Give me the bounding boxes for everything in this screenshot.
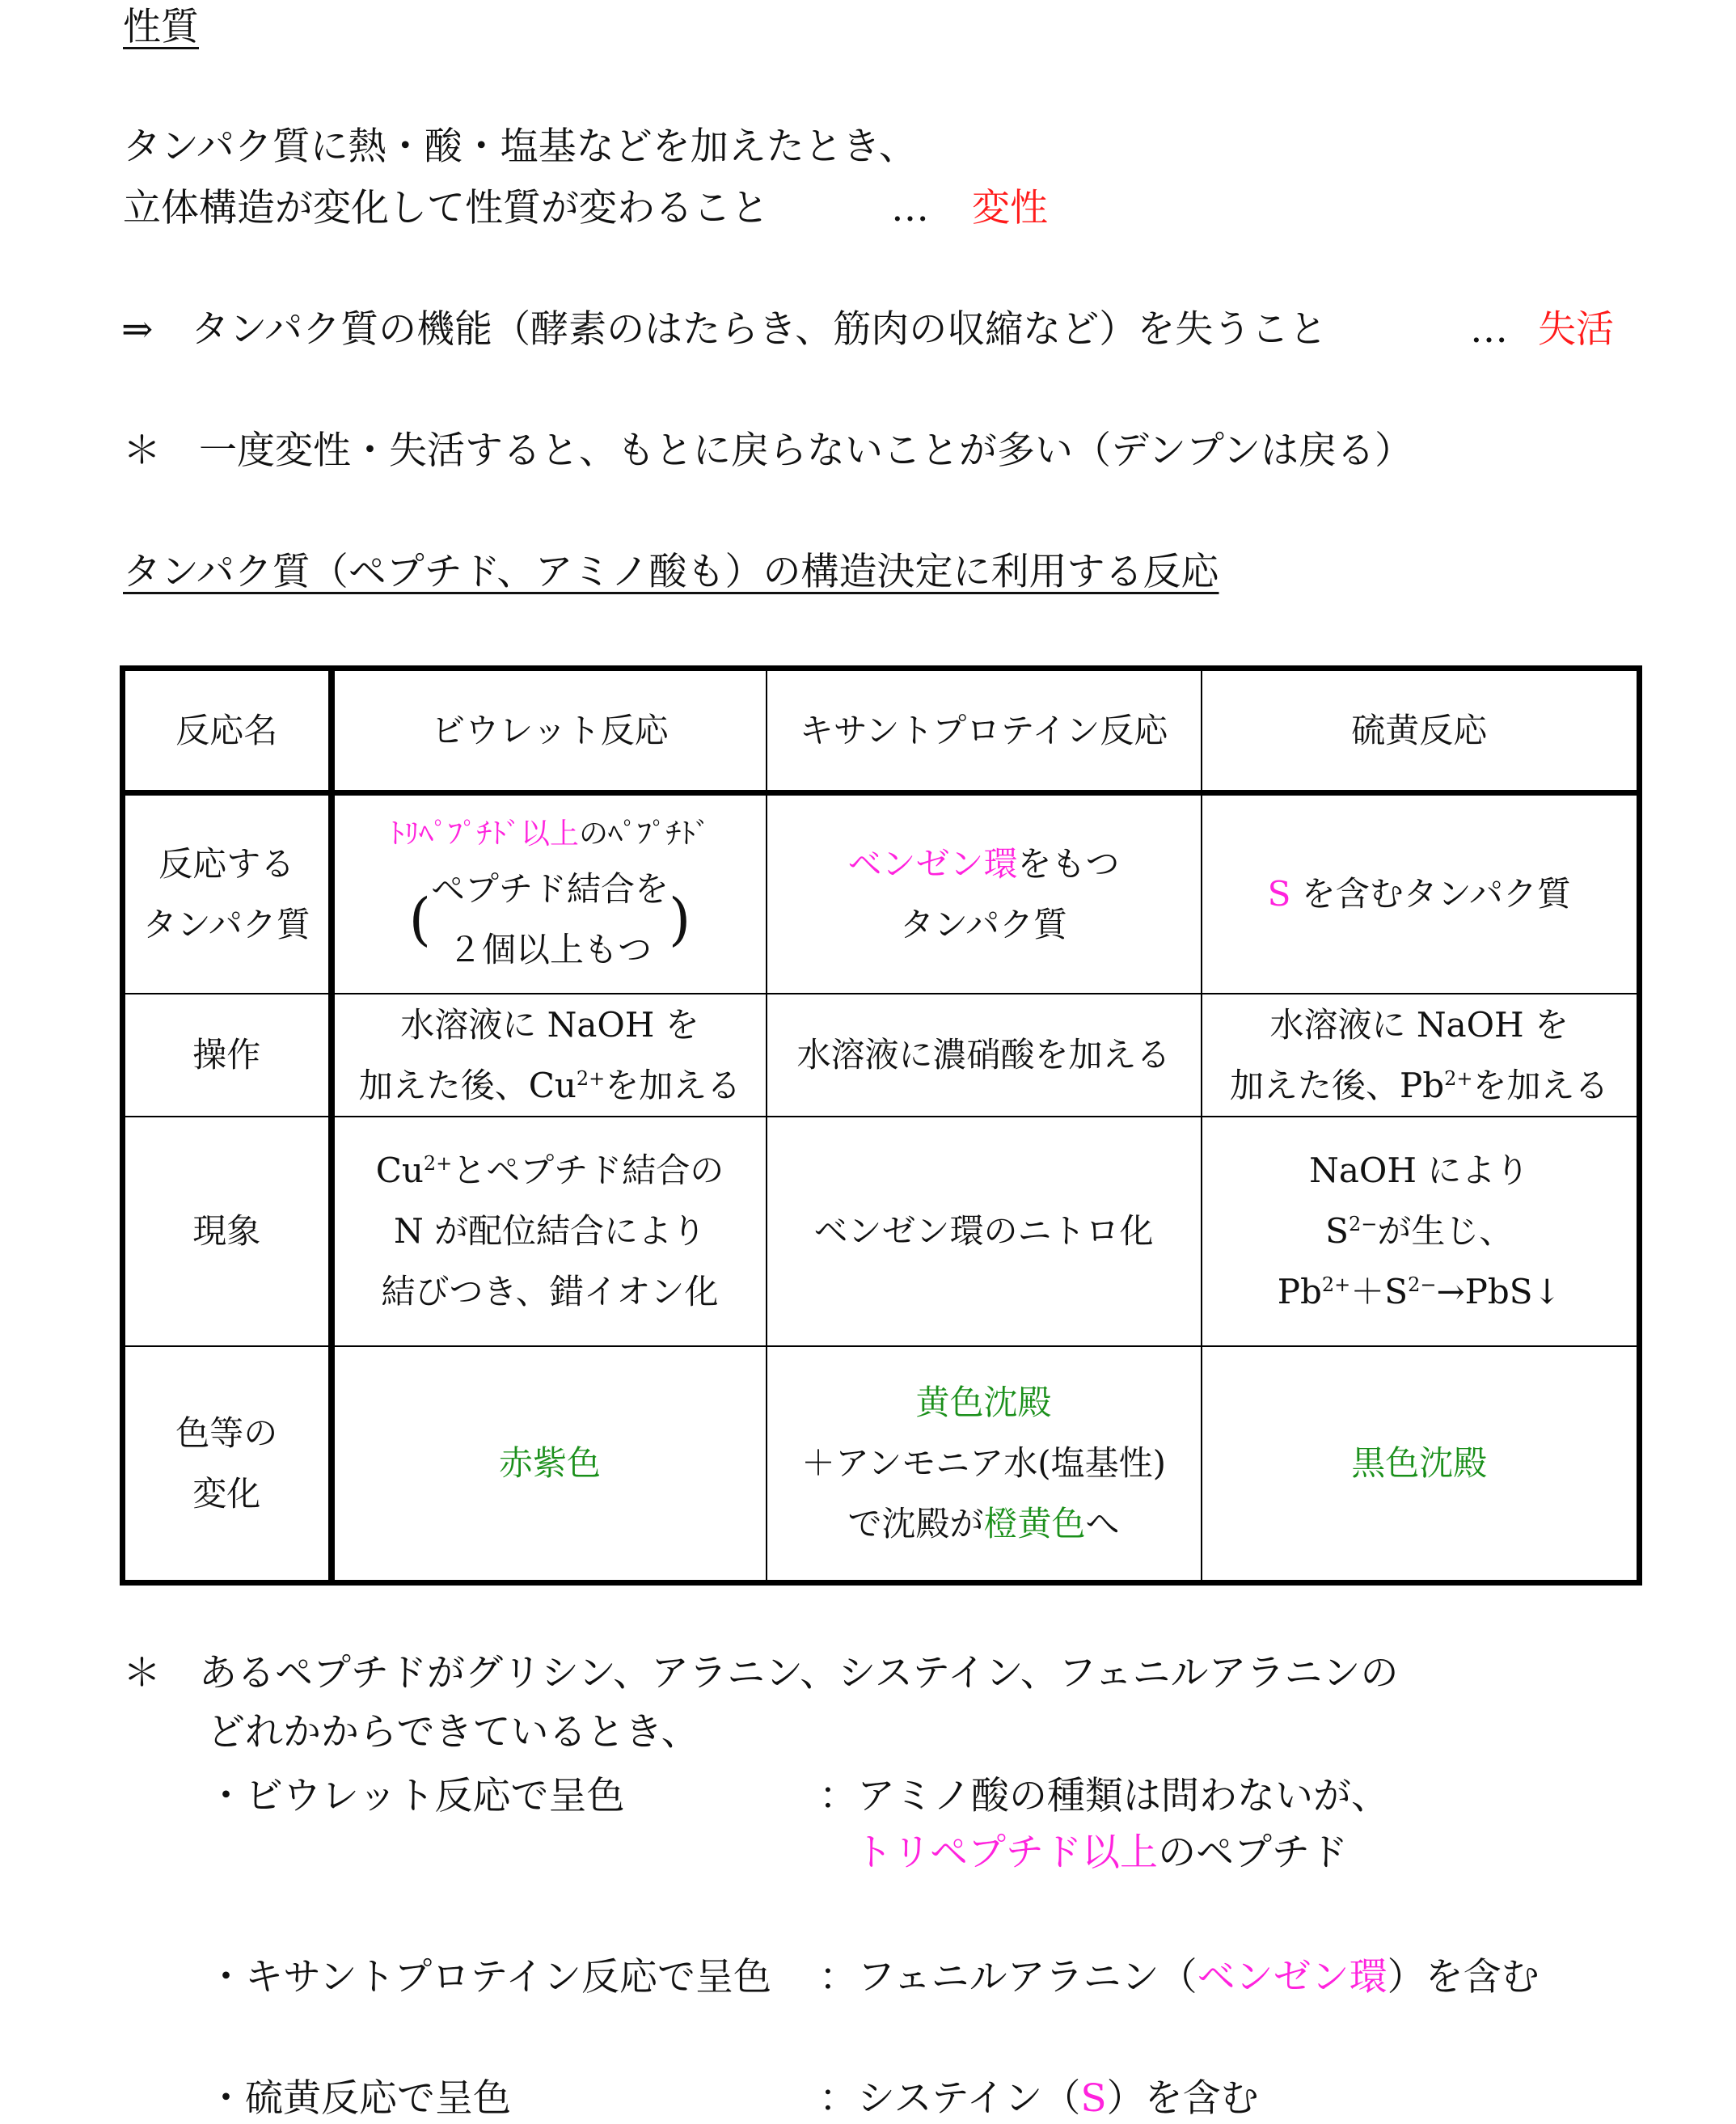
left-bracket-icon: (: [408, 886, 431, 953]
header-xanthoprotein: キサントプロテイン反応: [767, 669, 1202, 793]
text: Pb: [1277, 1272, 1322, 1311]
label-operation: 操作: [123, 994, 332, 1117]
text: をもつ: [1017, 843, 1120, 884]
color-line: ＋アンモニア水(塩基性): [800, 1443, 1167, 1484]
biuret-summary-desc2: [855, 1829, 1348, 1877]
bracket-line: ２個以上もつ: [447, 930, 652, 970]
xantho-summary-desc: [819, 1953, 1540, 2002]
sulfur-symbol: S: [1267, 874, 1291, 914]
label-line: 色等の: [175, 1412, 278, 1453]
denature-text-line1: タンパク質に熱・酸・塩基などを加えたとき、: [123, 125, 917, 169]
superscript: 2+: [423, 1152, 453, 1175]
superscript: 2+: [1444, 1066, 1473, 1090]
ph-line: NaOH により: [1309, 1151, 1530, 1190]
right-bracket-icon: ): [669, 886, 691, 953]
text: を含むタンパク質: [1290, 874, 1571, 914]
sulfur-summary-desc: [819, 2075, 1259, 2123]
cell-biuret-color: 赤紫色: [332, 1346, 767, 1583]
orange-yellow-text: 橙黄色: [983, 1504, 1086, 1544]
text: ＋S: [1350, 1272, 1409, 1311]
ph-line: [340, 1140, 761, 1201]
label-line: 反応する: [158, 843, 295, 884]
text: ：システイン（: [819, 2076, 1081, 2121]
term-inactivation: 失活: [1538, 307, 1614, 352]
summary-intro-line1: ＊ あるペプチドがグリシン、アラニン、システイン、フェニルアラニンの: [123, 1651, 1399, 1695]
cell-sulfur-protein: [1202, 793, 1640, 994]
section-title-properties: 性質: [123, 5, 199, 49]
header-biuret: ビウレット反応: [332, 669, 767, 793]
ellipsis: …: [1470, 307, 1508, 352]
cell-biuret-protein: [332, 793, 767, 994]
text: Cu: [375, 1151, 424, 1190]
text: →PbS↓: [1436, 1272, 1561, 1311]
op-line: 水溶液に NaOH を: [1269, 1004, 1569, 1045]
section-title-reactions: タンパク質（ペプチド、アミノ酸も）の構造決定に利用する反応: [123, 550, 1219, 594]
biuret-summary-label: ・ビウレット反応で呈色: [207, 1774, 625, 1818]
superscript: 2−: [1348, 1213, 1378, 1235]
note-irreversible: ＊ 一度変性・失活すると、もとに戻らないことが多い（デンプンは戻る）: [123, 429, 1413, 473]
color-line: [772, 1493, 1196, 1554]
op-line: [1207, 1055, 1633, 1116]
text: で沈殿が: [847, 1504, 984, 1544]
ph-line: [1207, 1201, 1633, 1261]
cell-xantho-color: [767, 1346, 1202, 1583]
text: S: [1325, 1211, 1349, 1251]
ph-line: N が配位結合により: [393, 1211, 707, 1251]
label-reacting-protein: [123, 793, 332, 994]
inactivation-text: ⇒ タンパク質の機能（酵素のはたらき、筋肉の収縮など）を失うこと: [121, 307, 1328, 352]
ph-line: 結びつき、錯イオン化: [381, 1272, 719, 1311]
op-line: [340, 1055, 761, 1116]
text: のペプチド: [1158, 1831, 1349, 1875]
superscript: 2+: [576, 1066, 606, 1090]
table-row: [123, 994, 1640, 1117]
cell-biuret-phenomenon: [332, 1117, 767, 1346]
tripeptide-text: ﾄﾘﾍﾟﾌﾟﾁﾄﾞ以上: [389, 817, 579, 851]
label-color-change: [123, 1346, 332, 1583]
cell-xantho-protein: [767, 793, 1202, 994]
text: へ: [1085, 1504, 1120, 1544]
peptide-text: のﾍﾟﾌﾟﾁﾄﾞ: [579, 817, 711, 851]
header-sulfur: 硫黄反応: [1202, 669, 1640, 793]
cell-sulfur-phenomenon: [1202, 1117, 1640, 1346]
ph-line: [1207, 1261, 1633, 1322]
text: 加えた後、Pb: [1229, 1065, 1445, 1105]
color-line: 黄色沈殿: [915, 1383, 1052, 1423]
label-line: 変化: [192, 1473, 261, 1514]
denature-text-line2: 立体構造が変化して性質が変わること: [123, 186, 769, 230]
reaction-table: [120, 665, 1642, 1586]
cell-xantho-phenomenon: ベンゼン環のニトロ化: [767, 1117, 1202, 1346]
xantho-protein-line2: タンパク質: [899, 904, 1068, 944]
text: ）を含む: [1387, 1955, 1540, 1999]
bracketed-note: [409, 859, 691, 980]
text: とペプチド結合の: [452, 1151, 724, 1190]
biuret-summary-desc1: ：アミノ酸の種類は問わないが、: [819, 1774, 1389, 1818]
superscript: 2−: [1408, 1273, 1437, 1296]
term-denaturation: 変性: [972, 186, 1048, 230]
text: を加える: [605, 1065, 741, 1105]
benzene-ring-text: ベンゼン環: [1197, 1955, 1388, 1999]
cell-biuret-operation: [332, 994, 767, 1117]
cell-sulfur-operation: [1202, 994, 1640, 1117]
table-row: [123, 793, 1640, 994]
label-phenomenon: 現象: [123, 1117, 332, 1346]
cell-sulfur-color: 黒色沈殿: [1202, 1346, 1640, 1583]
table-row: [123, 1117, 1640, 1346]
text: ：フェニルアラニン（: [819, 1955, 1197, 1999]
header-reaction-name: 反応名: [123, 669, 332, 793]
bracket-line: ペプチド結合を: [430, 869, 669, 910]
xantho-protein-line1: [772, 834, 1196, 894]
superscript: 2+: [1321, 1273, 1351, 1296]
summary-intro-line2: どれかからできているとき、: [207, 1710, 699, 1755]
label-line: タンパク質: [142, 904, 310, 944]
sulfur-summary-label: ・硫黄反応で呈色: [207, 2076, 511, 2121]
text: ）を含む: [1106, 2076, 1259, 2121]
text: 加えた後、Cu: [358, 1065, 577, 1105]
op-line: 水溶液に NaOH を: [400, 1004, 699, 1045]
ellipsis: …: [891, 186, 929, 230]
cell-xantho-operation: 水溶液に濃硝酸を加える: [767, 994, 1202, 1117]
sulfur-symbol: S: [1080, 2076, 1107, 2121]
xantho-summary-label: ・キサントプロテイン反応で呈色: [207, 1955, 771, 1999]
biuret-protein-head: [340, 808, 761, 859]
tripeptide-text: トリペプチド以上: [855, 1831, 1159, 1875]
table-row: [123, 669, 1640, 793]
table-row: [123, 1346, 1640, 1583]
benzene-ring-text: ベンゼン環: [847, 843, 1018, 884]
text: を加える: [1472, 1065, 1609, 1105]
text: が生じ、: [1377, 1211, 1514, 1251]
